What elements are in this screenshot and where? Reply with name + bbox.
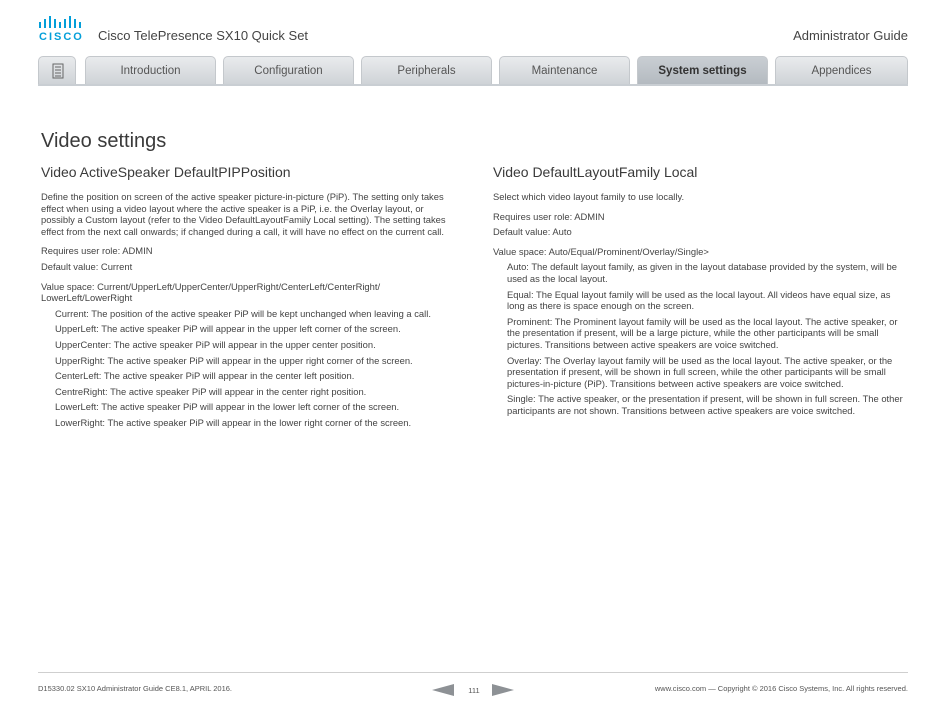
option-item: CentreRight: The active speaker PiP will appear in the center right position. xyxy=(55,385,367,397)
setting-description: Define the position on screen of the active speaker picture-in-picture (PiP). The setting only takes effect when using a video layout where the active speaker is a PiP, i.e. the Overlay layout, or possibly a Custom layout (refer to the Video DefaultLayoutFamily Local setting). The setting takes effect from the next call onwards; if changed during a call, it will have no effect on the current call. xyxy=(41,191,446,237)
footer-divider xyxy=(38,672,908,673)
option-item: UpperCenter: The active speaker PiP will appear in the upper center position. xyxy=(55,338,376,350)
cisco-logo xyxy=(38,16,84,44)
tab-system-settings[interactable]: System settings xyxy=(637,56,768,84)
footer-copyright: www.cisco.com — Copyright © 2016 Cisco Systems, Inc. All rights reserved. xyxy=(654,684,908,693)
next-page-icon[interactable] xyxy=(492,684,514,696)
option-item: Single: The active speaker, or the presentation if present, will be shown in full screen. The other participants are not shown. Transitions between active speakers are voice switched. xyxy=(507,393,903,416)
setting-value-space: Value space: Current/UpperLeft/UpperCenter/UpperRight/CenterLeft/CenterRight/ LowerLeft/LowerRight xyxy=(41,280,381,304)
setting-role: Requires user role: ADMIN xyxy=(41,245,153,257)
setting-description: Select which video layout family to use locally. xyxy=(493,191,685,202)
tab-bar xyxy=(38,56,908,86)
option-item: Auto: The default layout family, as given in the layout database provided by the system, will be used as the local layout. xyxy=(507,261,897,284)
setting-role: Requires user role: ADMIN xyxy=(493,210,605,222)
setting-default-layout-family xyxy=(493,163,908,421)
previous-page-icon[interactable] xyxy=(432,684,454,696)
option-item: Prominent: The Prominent layout family will be used as the local layout. The active speaker, or the presentation if present, will be a large picture, while the other participants will be small pictures. Transitions between active speakers are voice switched. xyxy=(507,315,898,350)
document-title: Cisco TelePresence SX10 Quick Set xyxy=(98,28,309,43)
page-title: Video settings xyxy=(41,130,167,153)
page-header xyxy=(38,16,908,50)
option-item: Overlay: The Overlay layout family will be used as the local layout. The active speaker, or the presentation if present, will be shown in full screen, while the other participants will be small pictures-in-picture (PiP). Transitions between active speakers are voice switched. xyxy=(507,354,893,389)
tab-underline xyxy=(38,84,908,86)
option-item: LowerLeft: The active speaker PiP will appear in the lower left corner of the screen. xyxy=(55,401,400,413)
contents-icon xyxy=(39,57,77,85)
setting-active-speaker-pip xyxy=(41,163,456,433)
option-item: UpperRight: The active speaker PiP will appear in the upper right corner of the screen. xyxy=(55,354,413,366)
tab-appendices[interactable]: Appendices xyxy=(775,56,908,84)
page-number: 111 xyxy=(468,686,480,695)
setting-title: Video ActiveSpeaker DefaultPIPPosition xyxy=(41,164,291,180)
tab-peripherals[interactable]: Peripherals xyxy=(361,56,492,84)
option-item: LowerRight: The active speaker PiP will appear in the lower right corner of the screen. xyxy=(55,416,412,428)
setting-title: Video DefaultLayoutFamily Local xyxy=(493,164,698,180)
option-item: UpperLeft: The active speaker PiP will appear in the upper left corner of the screen. xyxy=(55,323,401,335)
setting-default: Default value: Current xyxy=(41,260,133,272)
setting-default: Default value: Auto xyxy=(493,226,572,238)
tab-introduction[interactable]: Introduction xyxy=(85,56,216,84)
guide-title: Administrator Guide xyxy=(793,28,908,43)
option-item: Equal: The Equal layout family will be used as the local layout. All videos have equal size, as long as there is space enough on the screen. xyxy=(507,288,891,312)
option-item: CenterLeft: The active speaker PiP will appear in the center left position. xyxy=(55,370,355,382)
tab-configuration[interactable]: Configuration xyxy=(223,56,354,84)
logo-wordmark: CISCO xyxy=(39,31,84,43)
tab-maintenance[interactable]: Maintenance xyxy=(499,56,630,84)
setting-value-space: Value space: Auto/Equal/Prominent/Overlay/Single> xyxy=(493,245,709,257)
tab-contents[interactable] xyxy=(38,56,76,84)
page-navigation xyxy=(432,684,512,698)
option-item: Current: The position of the active speaker PiP will be kept unchanged when leaving a call. xyxy=(55,307,431,319)
footer-doc-info: D15330.02 SX10 Administrator Guide CE8.1, APRIL 2016. xyxy=(38,684,233,693)
